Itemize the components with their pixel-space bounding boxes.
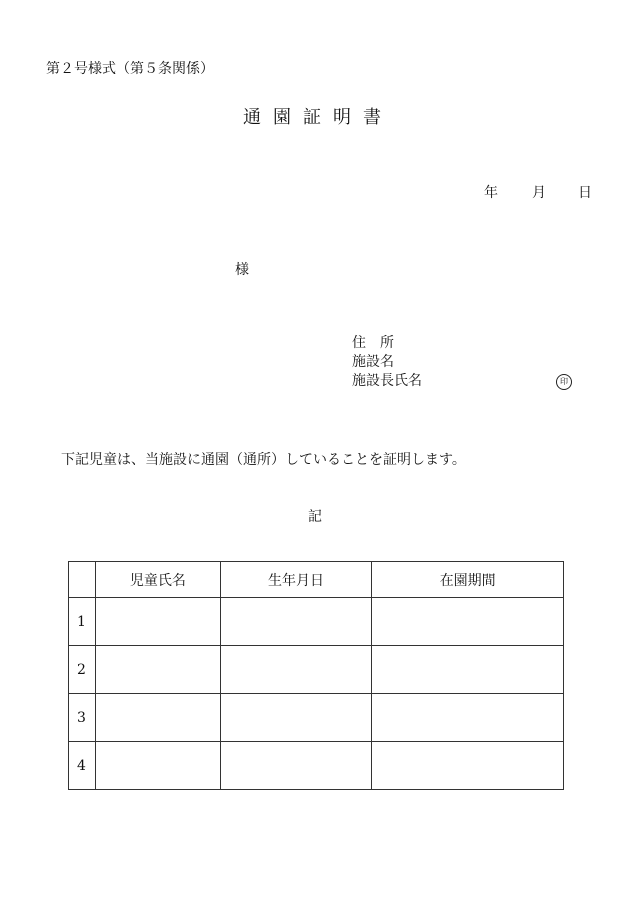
enrollment-period-cell[interactable] [372, 694, 564, 742]
seal-mark: 印 [556, 374, 572, 390]
date-year-label: 年 [484, 185, 498, 201]
row-number: 3 [69, 694, 96, 742]
table-row [69, 598, 564, 646]
issuer-block [352, 334, 422, 391]
row-number: 1 [69, 598, 96, 646]
table-row [69, 742, 564, 790]
date-row [484, 182, 592, 202]
child-name-cell[interactable] [95, 694, 220, 742]
child-name-cell[interactable] [95, 742, 220, 790]
child-name-cell[interactable] [95, 598, 220, 646]
form-number: 第２号様式（第５条関係） [46, 61, 214, 77]
header-enrollment-period: 在園期間 [372, 562, 564, 598]
facility-head-label: 施設長氏名 [352, 373, 422, 389]
header-child-name: 児童氏名 [95, 562, 220, 598]
table-row [69, 646, 564, 694]
date-day-label: 日 [578, 185, 592, 201]
table-row [69, 694, 564, 742]
ki-heading: 記 [308, 509, 322, 525]
address-label: 住 所 [352, 335, 394, 351]
header-number [69, 562, 96, 598]
birthdate-cell[interactable] [220, 598, 372, 646]
document-title: 通園証明書 [243, 107, 393, 128]
birthdate-cell[interactable] [220, 742, 372, 790]
date-month-label: 月 [532, 185, 546, 201]
certification-statement: 下記児童は、当施設に通園（通所）していることを証明します。 [61, 452, 466, 468]
table-header-row [69, 562, 564, 598]
children-table [68, 561, 564, 790]
row-number: 4 [69, 742, 96, 790]
row-number: 2 [69, 646, 96, 694]
addressee-suffix: 様 [235, 262, 249, 278]
facility-name-label: 施設名 [352, 354, 394, 370]
birthdate-cell[interactable] [220, 694, 372, 742]
enrollment-period-cell[interactable] [372, 598, 564, 646]
birthdate-cell[interactable] [220, 646, 372, 694]
enrollment-period-cell[interactable] [372, 742, 564, 790]
child-name-cell[interactable] [95, 646, 220, 694]
header-birthdate: 生年月日 [220, 562, 372, 598]
enrollment-period-cell[interactable] [372, 646, 564, 694]
